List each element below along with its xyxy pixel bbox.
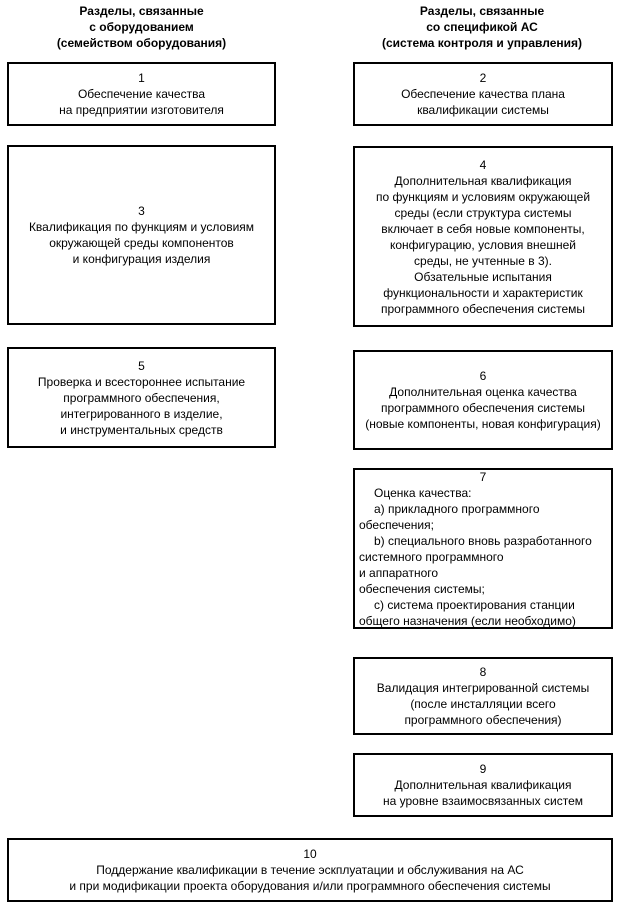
box-text-line: интегрированного в изделие, bbox=[60, 406, 223, 421]
box-text-line: Валидация интегрированной системы bbox=[376, 681, 590, 695]
box-text-line: по функциям и условиям окружающей bbox=[375, 189, 591, 204]
box-text-line: на предприятии изготовителя bbox=[59, 103, 224, 117]
box-number: 6 bbox=[479, 369, 487, 383]
box-text-line: и при модификации проекта оборудования и/или программного обеспечения системы bbox=[69, 879, 551, 893]
box-text-line: обеспечения системы; bbox=[359, 581, 485, 596]
box-text-line: Поддержание квалификации в течение эскплуатации и обслуживания на АС bbox=[96, 863, 524, 877]
box-6-additional-software-quality-assessment bbox=[353, 350, 613, 450]
box-text-line: Дополнительная оценка качества bbox=[389, 385, 577, 399]
box-text-line: с) система проектирования станции bbox=[374, 597, 575, 612]
box-text-line: программного обеспечения системы bbox=[380, 401, 586, 415]
box-5-software-verification-testing bbox=[7, 347, 276, 448]
box-4-additional-qualification bbox=[353, 146, 613, 327]
box-text-line: на уровне взаимосвязанных систем bbox=[382, 794, 583, 808]
box-text-line: программного обеспечения) bbox=[404, 713, 562, 727]
column-header-as-specific bbox=[348, 3, 616, 51]
header-line: со спецификой АС bbox=[426, 20, 538, 34]
box-text-line: включает в себя новые компоненты, bbox=[381, 221, 585, 236]
box-number: 7 bbox=[479, 469, 487, 484]
box-text-line: конфигурацию, условия внешней bbox=[390, 237, 576, 252]
box-number: 1 bbox=[138, 71, 145, 85]
box-text-line: и аппаратного bbox=[359, 565, 439, 580]
box-3-qualification-functions-environment bbox=[7, 145, 276, 325]
box-number: 2 bbox=[479, 71, 487, 85]
box-text-line: функциональности и характеристик bbox=[383, 285, 583, 300]
box-text-line: (после инсталляции всего bbox=[410, 697, 556, 711]
box-number: 3 bbox=[138, 204, 145, 218]
box-text-line: среды, не учтенные в 3). bbox=[414, 253, 552, 268]
box-10-qualification-maintenance bbox=[7, 838, 613, 902]
header-line: с оборудованием bbox=[89, 20, 194, 34]
header-line: Разделы, связанные bbox=[419, 4, 545, 18]
box-text-line: среды (если структура системы bbox=[394, 205, 572, 220]
box-number: 5 bbox=[138, 358, 145, 373]
box-number: 4 bbox=[479, 157, 487, 172]
box-7-quality-assessment-list bbox=[353, 468, 613, 629]
box-text-line: Обеспечение качества плана bbox=[401, 87, 565, 101]
box-text-line: Квалификация по функциям и условиям bbox=[28, 220, 255, 234]
box-text-line: (новые компоненты, новая конфигурация) bbox=[365, 417, 601, 431]
box-text-line: программного обеспечения, bbox=[63, 390, 220, 405]
box-text-line: и конфигурация изделия bbox=[72, 252, 211, 266]
box-text-line: Оценка качества: bbox=[374, 485, 472, 500]
box-text-line: b) специального вновь разработанного bbox=[374, 533, 592, 548]
box-text-line: а) прикладного программного bbox=[374, 501, 540, 516]
box-text-line: и инструментальных средств bbox=[60, 422, 223, 437]
box-text-line: Дополнительная квалификация bbox=[394, 778, 572, 792]
box-2-quality-assurance-plan bbox=[353, 62, 613, 126]
box-number: 9 bbox=[479, 762, 487, 776]
header-line: (семейством оборудования) bbox=[56, 36, 227, 50]
column-header-equipment bbox=[7, 3, 276, 51]
box-9-interconnected-systems-qualification bbox=[353, 753, 613, 817]
box-text-line: Дополнительная квалификация bbox=[394, 173, 572, 188]
header-line: (система контроля и управления) bbox=[381, 36, 583, 50]
box-text-line: обеспечения; bbox=[359, 517, 434, 532]
box-number: 8 bbox=[479, 665, 487, 679]
box-text-line: квалификации системы bbox=[417, 103, 549, 117]
box-text-line: Обеспечение качества bbox=[77, 87, 206, 101]
box-8-integrated-system-validation bbox=[353, 657, 613, 735]
box-text-line: окружающей среды компонентов bbox=[49, 236, 234, 250]
box-number: 10 bbox=[303, 847, 317, 861]
box-1-quality-assurance-manufacturer bbox=[7, 62, 276, 126]
box-text-line: Обзательные испытания bbox=[414, 269, 552, 284]
header-line: Разделы, связанные bbox=[79, 4, 204, 18]
box-text-line: общего назначения (если необходимо) bbox=[359, 613, 576, 628]
box-text-line: программного обеспечения системы bbox=[380, 301, 586, 316]
box-text-line: Проверка и всестороннее испытание bbox=[37, 374, 246, 389]
box-text-line: системного программного bbox=[359, 549, 504, 564]
